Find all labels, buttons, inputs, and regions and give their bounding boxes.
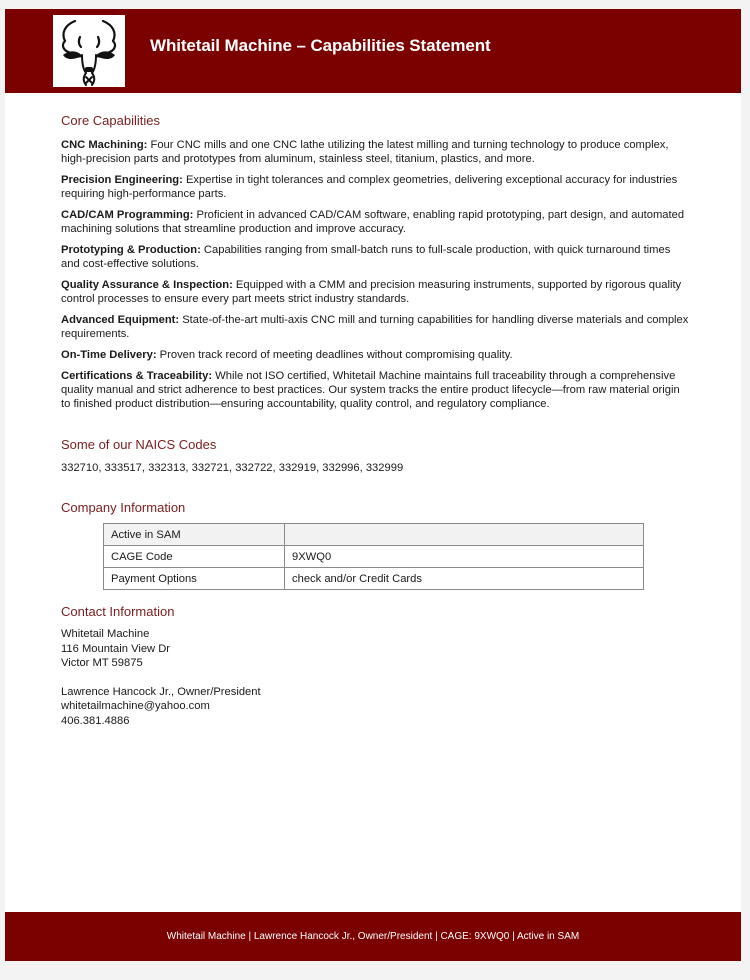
table-cell-value: check and/or Credit Cards [285, 568, 644, 590]
contact-email[interactable]: whitetailmachine@yahoo.com [61, 700, 210, 712]
contact-person: Lawrence Hancock Jr., Owner/President [61, 685, 261, 698]
table-cell-value [285, 524, 644, 546]
capability-label: Prototyping & Production: [61, 244, 201, 256]
table-row [104, 546, 644, 568]
table-row [104, 568, 644, 590]
footer-banner [5, 912, 741, 961]
naics-codes: 332710, 333517, 332313, 332721, 332722, 332919, 332996, 332999 [61, 462, 404, 474]
contact-city: Victor MT 59875 [61, 657, 143, 669]
capability-label: Certifications & Traceability: [61, 370, 213, 382]
document-page [5, 9, 741, 961]
capability-text: Expertise in tight tolerances and complex geometries, delivering exceptional accuracy for industries requiring high-performance parts. [61, 174, 678, 200]
capability-item [61, 208, 691, 236]
contact-phone: 406.381.4886 [61, 714, 130, 727]
footer-text: Whitetail Machine | Lawrence Hancock Jr., Owner/President | CAGE: 9XWQ0 | Active in SAM [166, 931, 580, 942]
capability-item [61, 138, 691, 166]
contact-block [61, 627, 691, 728]
capability-item [61, 243, 691, 271]
capability-item [61, 173, 691, 201]
capability-text: Equipped with a CMM and precision measuring instruments, supported by rigorous quality control processes to ensure every part meets strict industry standards. [61, 279, 682, 305]
capability-label: Precision Engineering: [61, 174, 183, 186]
capability-text: Proficient in advanced CAD/CAM software, enabling rapid prototyping, part design, and automated machining solutions that streamline production and improve accuracy. [61, 209, 685, 235]
capability-item [61, 348, 691, 362]
page-title: Whitetail Machine – Capabilities Statement [150, 36, 491, 55]
capability-label: CNC Machining: [61, 139, 148, 151]
table-cell-key: Active in SAM [104, 524, 285, 546]
capability-text: State-of-the-art multi-axis CNC mill and turning capabilities for handling diverse materials and complex requirements. [61, 314, 689, 340]
main-content [61, 113, 691, 728]
capability-label: Quality Assurance & Inspection: [61, 279, 233, 291]
contact-company: Whitetail Machine [61, 628, 150, 640]
capability-text: Capabilities ranging from small-batch runs to full-scale production, with quick turnaround times and cost-effective solutions. [61, 244, 671, 270]
capability-text: Proven track record of meeting deadlines without compromising quality. [156, 349, 513, 361]
deer-head-logo-icon [53, 15, 125, 87]
capability-label: Advanced Equipment: [61, 314, 180, 326]
capability-item [61, 313, 691, 341]
header-banner [5, 9, 741, 93]
capability-item [61, 278, 691, 306]
contact-street: 116 Mountain View Dr [61, 642, 171, 655]
contact-heading: Contact Information [61, 604, 175, 619]
company-info-heading: Company Information [61, 500, 186, 515]
table-row [104, 524, 644, 546]
naics-heading: Some of our NAICS Codes [61, 437, 217, 452]
capability-label: CAD/CAM Programming: [61, 209, 194, 221]
capability-text: While not ISO certified, Whitetail Machine maintains full traceability through a comprehensive quality manual and strict adherence to best practices. Our system tracks the entire product lifecycle—from raw material origin to finished product distribution—ensuring accountability, quality control, and regulatory compliance. [61, 370, 680, 410]
table-cell-key: Payment Options [104, 568, 285, 590]
capability-item [61, 369, 691, 411]
table-cell-key: CAGE Code [104, 546, 285, 568]
table-cell-value: 9XWQ0 [285, 546, 644, 568]
capability-label: On-Time Delivery: [61, 349, 157, 361]
capability-text: Four CNC mills and one CNC lathe utilizing the latest milling and turning technology to produce complex, high-precision parts and prototypes from aluminum, stainless steel, titanium, plastics, and more. [61, 139, 669, 165]
core-capabilities-heading: Core Capabilities [61, 113, 160, 128]
company-info-table [103, 523, 644, 590]
